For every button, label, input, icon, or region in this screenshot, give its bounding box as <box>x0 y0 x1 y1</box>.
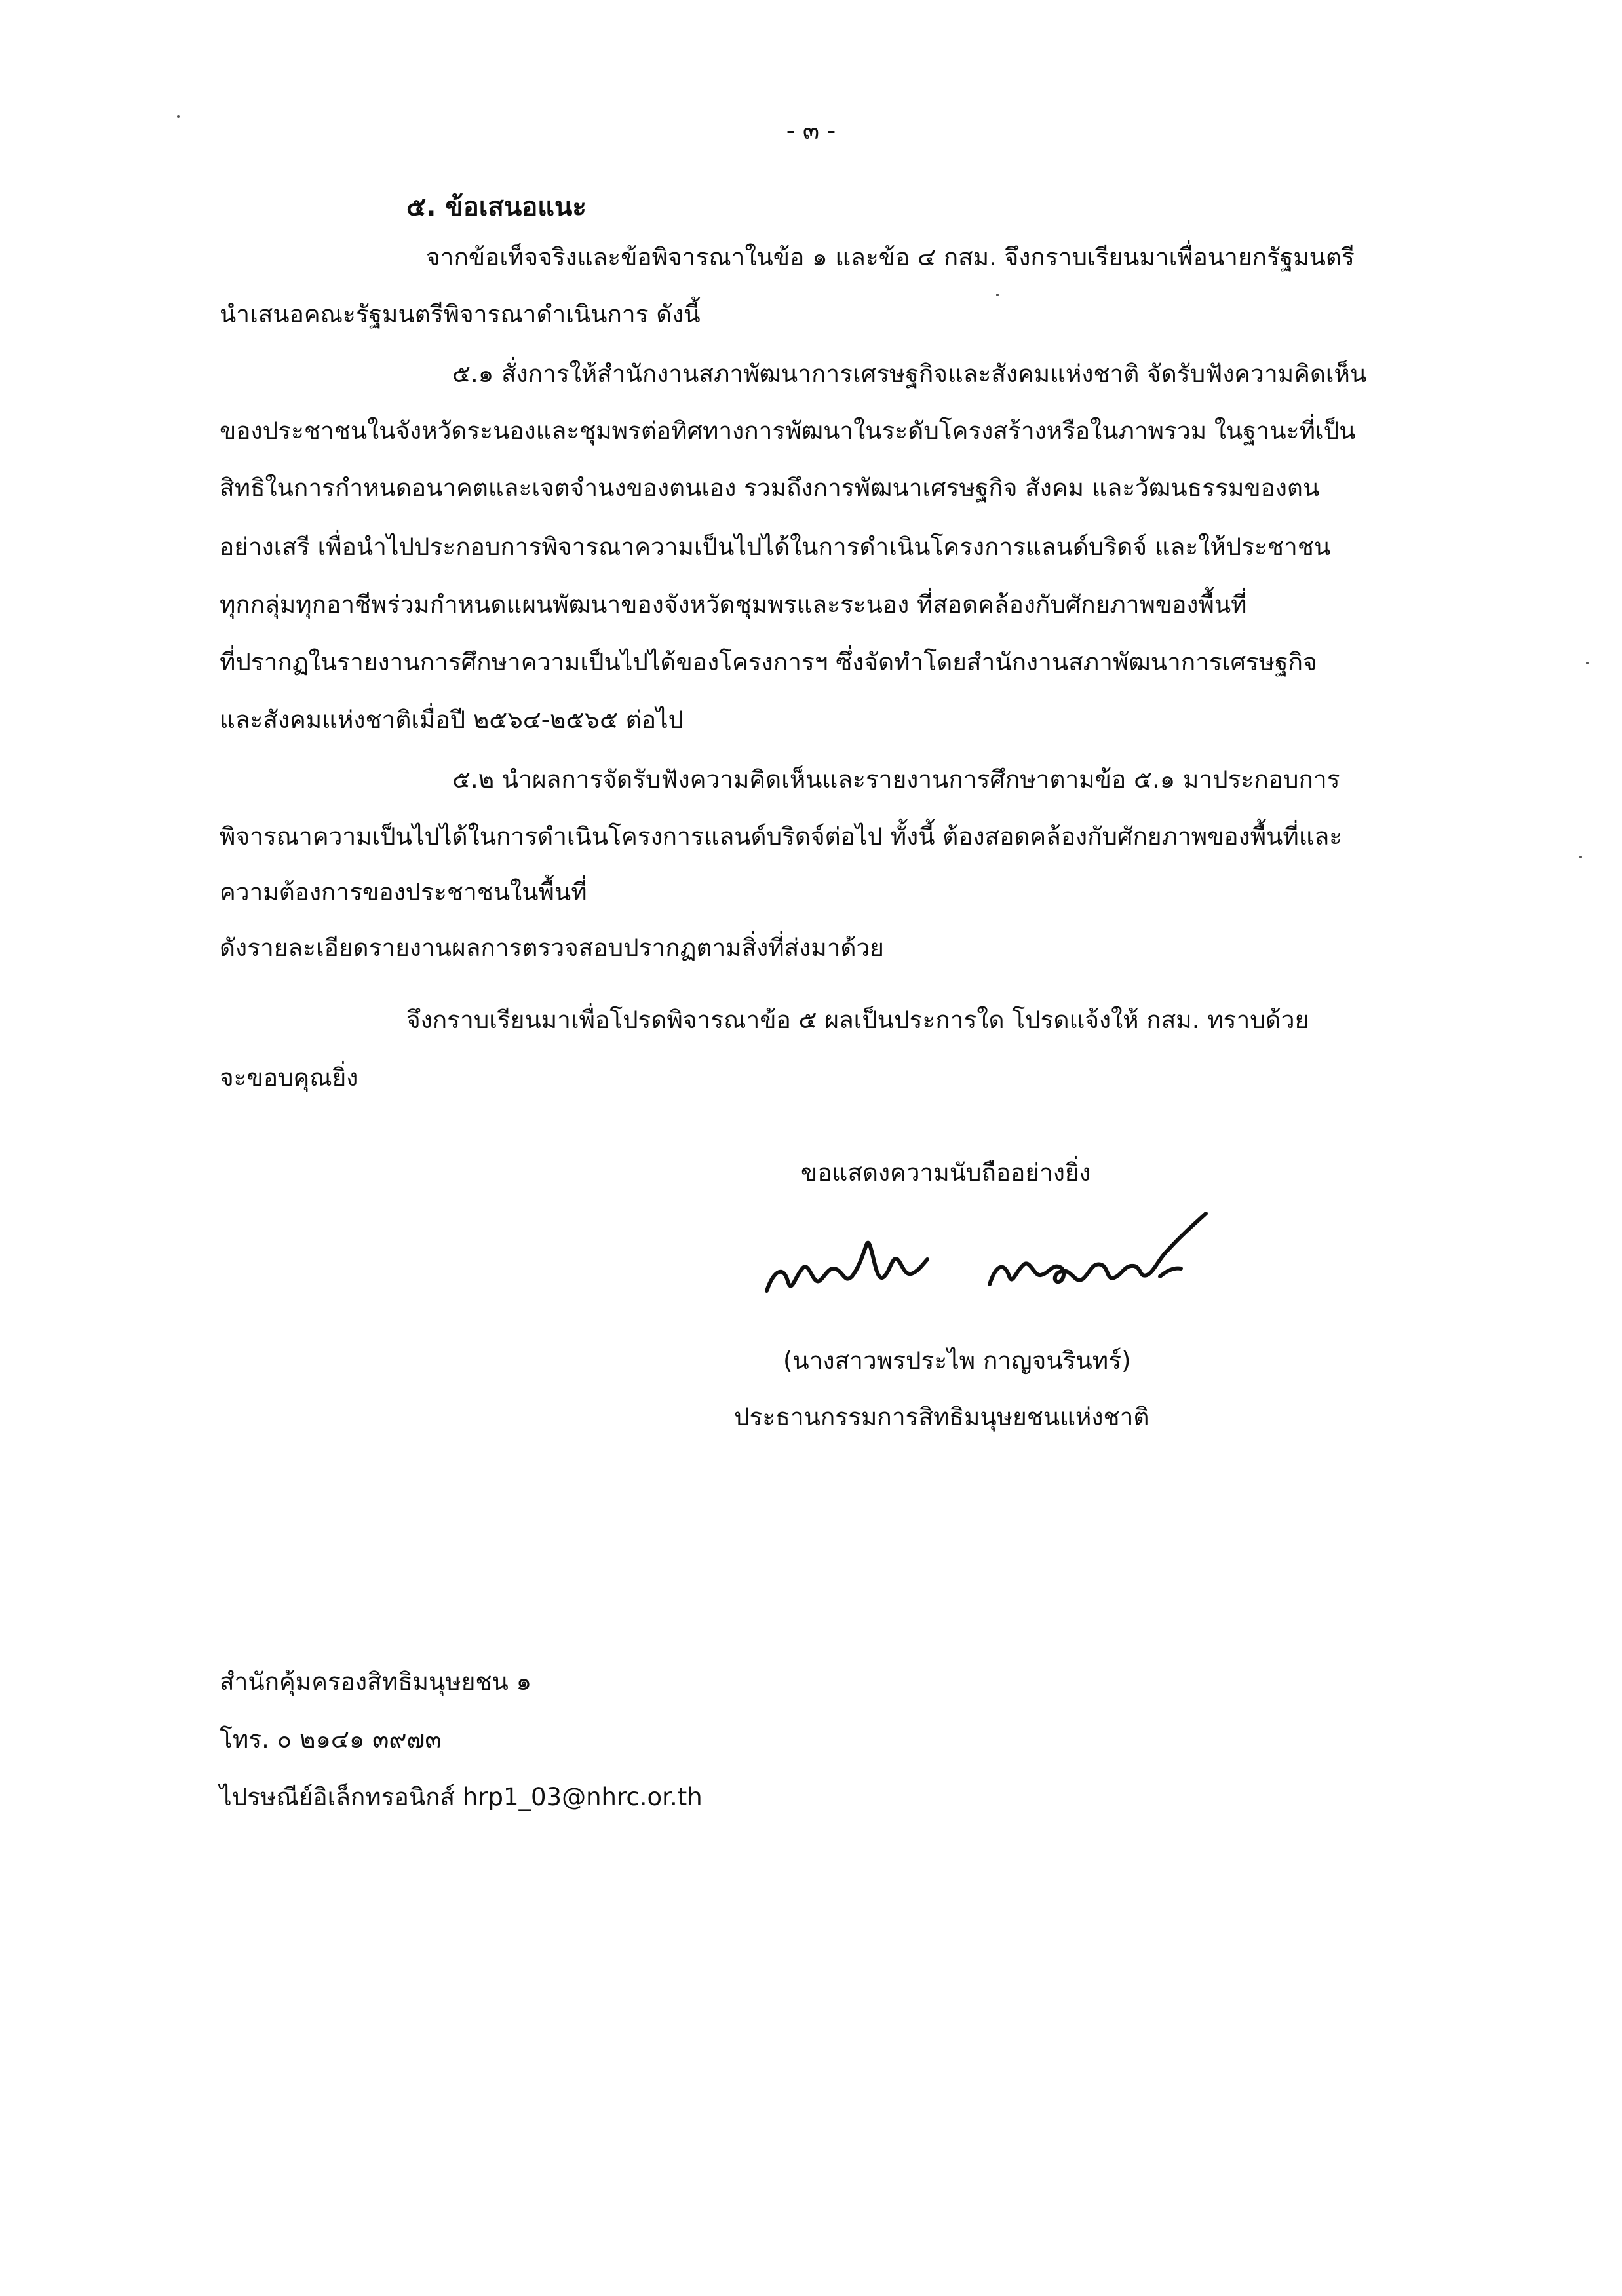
intro-line-2: นำเสนอคณะรัฐมนตรีพิจารณาดำเนินการ ดังนี้ <box>220 300 701 328</box>
section-heading: ๕. ข้อเสนอแนะ <box>406 192 587 222</box>
item-5-1-line-7: และสังคมแห่งชาติเมื่อปี ๒๕๖๔-๒๕๖๕ ต่อไป <box>220 706 684 734</box>
scan-speck <box>996 294 999 296</box>
item-5-1-line-3: สิทธิในการกำหนดอนาคตและเจตจำนงของตนเอง รวมถึงการพัฒนาเศรษฐกิจ สังคม และวัฒนธรรมของตน <box>220 474 1320 502</box>
item-5-1-line-5: ทุกกลุ่มทุกอาชีพร่วมกำหนดแผนพัฒนาของจังหวัดชุมพรและระนอง ที่สอดคล้องกับศักยภาพของพื้นที่ <box>220 590 1247 619</box>
details-line: ดังรายละเอียดรายงานผลการตรวจสอบปรากฏตามสิ่งที่ส่งมาด้วย <box>220 934 884 962</box>
complimentary-close: ขอแสดงความนับถืออย่างยิ่ง <box>801 1158 1091 1187</box>
footer-phone: โทร. ๐ ๒๑๔๑ ๓๙๗๓ <box>220 1725 442 1753</box>
item-5-2-line-3: ความต้องการของประชาชนในพื้นที่ <box>220 878 587 906</box>
scan-speck <box>177 115 180 118</box>
handwritten-signature <box>747 1199 1258 1324</box>
footer-email: ไปรษณีย์อิเล็กทรอนิกส์ hrp1_03@nhrc.or.th <box>220 1783 703 1811</box>
page-number: - ๓ - <box>786 117 836 145</box>
item-5-1-line-6: ที่ปรากฏในรายงานการศึกษาความเป็นไปได้ของโครงการฯ ซึ่งจัดทำโดยสำนักงานสภาพัฒนาการเศรษฐกิจ <box>220 648 1317 676</box>
closing-line-2: จะขอบคุณยิ่ง <box>220 1063 358 1092</box>
item-5-1-line-2: ของประชาชนในจังหวัดระนองและชุมพรต่อทิศทางการพัฒนาในระดับโครงสร้างหรือในภาพรวม ในฐานะที่เป็น <box>220 417 1356 445</box>
item-5-1-line-1: ๕.๑ สั่งการให้สำนักงานสภาพัฒนาการเศรษฐกิจและสังคมแห่งชาติ จัดรับฟังความคิดเห็น <box>452 360 1367 388</box>
item-5-2-line-2: พิจารณาความเป็นไปได้ในการดำเนินโครงการแลนด์บริดจ์ต่อไป ทั้งนี้ ต้องสอดคล้องกับศักยภาพของพื้นที่และ <box>220 822 1343 851</box>
signatory-title: ประธานกรรมการสิทธิมนุษยชนแห่งชาติ <box>734 1403 1149 1431</box>
item-5-2-line-1: ๕.๒ นำผลการจัดรับฟังความคิดเห็นและรายงานการศึกษาตามข้อ ๕.๑ มาประกอบการ <box>452 765 1340 794</box>
closing-line-1: จึงกราบเรียนมาเพื่อโปรดพิจารณาข้อ ๕ ผลเป็นประการใด โปรดแจ้งให้ กสม. ทราบด้วย <box>406 1006 1309 1034</box>
signatory-name: (นางสาวพรประไพ กาญจนรินทร์) <box>783 1347 1131 1375</box>
item-5-1-line-4: อย่างเสรี เพื่อนำไปประกอบการพิจารณาความเป็นไปได้ในการดำเนินโครงการแลนด์บริดจ์ และให้ประชาชน <box>220 533 1331 561</box>
scan-speck <box>1586 662 1589 664</box>
intro-line-1: จากข้อเท็จจริงและข้อพิจารณาในข้อ ๑ และข้อ ๔ กสม. จึงกราบเรียนมาเพื่อนายกรัฐมนตรี <box>426 243 1355 271</box>
footer-office: สำนักคุ้มครองสิทธิมนุษยชน ๑ <box>220 1668 532 1696</box>
scan-speck <box>1579 856 1582 858</box>
